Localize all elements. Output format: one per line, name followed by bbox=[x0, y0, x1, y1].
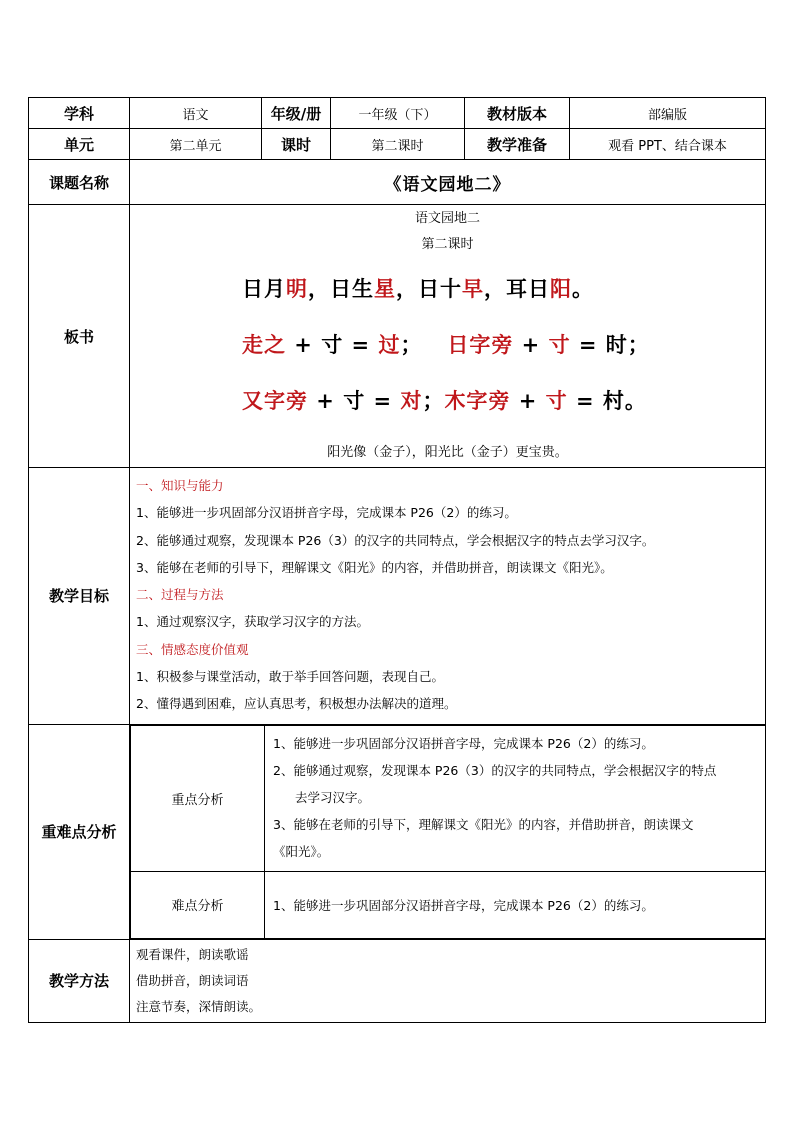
header-row-1 bbox=[29, 98, 766, 129]
goals-row bbox=[29, 468, 766, 725]
prep-value: 观看 PPT、结合课本 bbox=[570, 129, 766, 160]
goals-content bbox=[130, 468, 766, 725]
key-points-content bbox=[265, 725, 766, 871]
method-item-2: 借助拼音，朗读词语 bbox=[136, 972, 249, 988]
goals-item-4: 1、通过观察汉字，获取学习汉字的方法。 bbox=[136, 614, 369, 630]
topic-title: 《语文园地二》 bbox=[130, 160, 766, 205]
topic-label: 课题名称 bbox=[29, 160, 130, 205]
board-content bbox=[130, 205, 766, 468]
header-row-2 bbox=[29, 129, 766, 160]
analysis-row bbox=[29, 724, 766, 939]
grade-value: 一年级（下） bbox=[331, 98, 465, 129]
difficult-points-label: 难点分析 bbox=[131, 871, 265, 938]
goals-item-3: 3、能够在老师的引导下，理解课文《阳光》的内容，并借助拼音，朗读课文《阳光》。 bbox=[136, 559, 613, 575]
goals-section-2: 二、过程与方法 bbox=[136, 587, 224, 603]
board-footer: 阳光像（金子），阳光比（金子）更宝贵。 bbox=[327, 445, 568, 460]
method-row bbox=[29, 939, 766, 1022]
goals-label: 教学目标 bbox=[29, 468, 130, 725]
board-row bbox=[29, 205, 766, 468]
key-point-2-cont: 去学习汉字。 bbox=[295, 789, 371, 805]
method-item-1: 观看课件，朗读歌谣 bbox=[136, 946, 249, 962]
board-line-1: 日月明，日生星，日十早，耳日阳。 bbox=[242, 276, 594, 301]
topic-row bbox=[29, 160, 766, 205]
key-points-label: 重点分析 bbox=[131, 725, 265, 871]
period-label: 课时 bbox=[262, 129, 331, 160]
prep-label: 教学准备 bbox=[465, 129, 570, 160]
key-point-2: 2、能够通过观察，发现课本 P26（3）的汉字的共同特点，学会根据汉字的特点 bbox=[273, 762, 717, 778]
lesson-plan-table bbox=[28, 97, 766, 1023]
goals-item-6: 2、懂得遇到困难，应认真思考，积极想办法解决的道理。 bbox=[136, 696, 457, 712]
board-title: 语文园地二 bbox=[414, 211, 480, 226]
method-label: 教学方法 bbox=[29, 939, 130, 1022]
method-content bbox=[130, 939, 766, 1022]
board-subtitle: 第二课时 bbox=[421, 237, 474, 252]
unit-label: 单元 bbox=[29, 129, 130, 160]
period-value: 第二课时 bbox=[331, 129, 465, 160]
difficult-point-1: 1、能够进一步巩固部分汉语拼音字母，完成课本 P26（2）的练习。 bbox=[265, 871, 766, 938]
board-line-3: 又字旁 + 寸 = 对；木字旁 + 寸 = 村。 bbox=[242, 388, 647, 413]
unit-value: 第二单元 bbox=[130, 129, 262, 160]
subject-label: 学科 bbox=[29, 98, 130, 129]
goals-item-5: 1、积极参与课堂活动，敢于举手回答问题，表现自己。 bbox=[136, 669, 444, 685]
analysis-label: 重难点分析 bbox=[29, 724, 130, 939]
analysis-content bbox=[130, 724, 766, 939]
key-point-3-cont: 《阳光》。 bbox=[273, 843, 330, 859]
key-point-3: 3、能够在老师的引导下，理解课文《阳光》的内容，并借助拼音，朗读课文 bbox=[273, 816, 694, 832]
board-label: 板书 bbox=[29, 205, 130, 468]
method-item-3: 注意节奏，深情朗读。 bbox=[136, 998, 262, 1014]
edition-label: 教材版本 bbox=[465, 98, 570, 129]
goals-section-3: 三、情感态度价值观 bbox=[136, 641, 249, 657]
grade-label: 年级/册 bbox=[262, 98, 331, 129]
edition-value: 部编版 bbox=[570, 98, 766, 129]
subject-value: 语文 bbox=[130, 98, 262, 129]
key-point-1: 1、能够进一步巩固部分汉语拼音字母，完成课本 P26（2）的练习。 bbox=[273, 735, 654, 751]
board-line-2: 走之 + 寸 = 过； 日字旁 + 寸 = 时； bbox=[242, 332, 650, 357]
goals-item-1: 1、能够进一步巩固部分汉语拼音字母，完成课本 P26（2）的练习。 bbox=[136, 505, 517, 521]
goals-item-2: 2、能够通过观察，发现课本 P26（3）的汉字的共同特点，学会根据汉字的特点去学习汉字。 bbox=[136, 532, 655, 548]
goals-section-1: 一、知识与能力 bbox=[136, 478, 224, 493]
